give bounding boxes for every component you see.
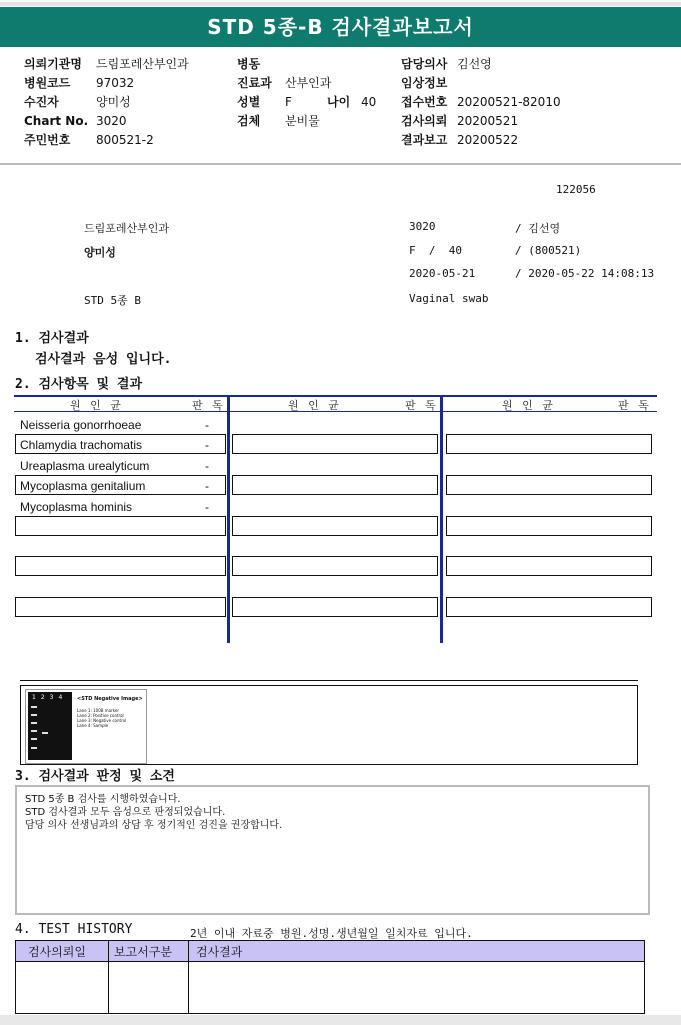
organism-name: Mycoplasma genitalium	[20, 479, 146, 493]
result-row-box	[232, 597, 438, 617]
result-row-box	[232, 556, 438, 576]
patient-value: 양미성	[96, 95, 131, 109]
organism-result: -	[205, 500, 209, 514]
chart-no-value: 3020	[96, 114, 127, 128]
request-date-label: 검사의뢰	[401, 114, 448, 128]
history-header-row	[16, 941, 644, 962]
result-row-box	[446, 556, 652, 576]
summary-received: 2020-05-21	[409, 267, 476, 280]
col-head-result-2: 판 독	[405, 399, 439, 412]
summary-test: STD 5종 B	[84, 294, 141, 307]
result-row-box	[15, 597, 226, 617]
patient-label: 수진자	[24, 95, 59, 109]
gel-band	[31, 706, 37, 708]
receipt-no-label: 접수번호	[401, 95, 448, 109]
specimen-value: 분비물	[285, 114, 320, 128]
findings-line: STD 검사결과 모두 음성으로 판정되었습니다.	[25, 807, 226, 818]
doctor-value: 김선영	[457, 57, 492, 71]
department-label: 진료과	[237, 76, 272, 90]
section4-title: 4. TEST HISTORY	[15, 922, 133, 937]
summary-sex-age: F / 40	[409, 244, 462, 257]
gel-lane-number: 2	[40, 694, 50, 701]
result-row-box	[446, 434, 652, 454]
gel-lane-numbers	[32, 694, 67, 701]
gel-lane-number: 1	[32, 694, 41, 701]
specimen-label: 검체	[237, 114, 261, 128]
gel-band	[42, 732, 48, 734]
gel-lane-number: 4	[58, 694, 68, 701]
gel-legend-line: Lane 4: Sample	[77, 723, 109, 728]
result-row-box	[232, 516, 438, 536]
gel-band	[31, 738, 37, 740]
col-head-result-1: 판 독	[192, 399, 226, 412]
header-col3	[401, 55, 671, 150]
gel-lane-number: 3	[49, 694, 59, 701]
hospital-code-label: 병원코드	[24, 76, 71, 90]
col-head-result-3: 판 독	[618, 399, 652, 412]
findings-line: 담당 의사 선생님과의 상담 후 정기적인 검진을 권장합니다.	[25, 820, 283, 831]
report-title: STD 5종-B 검사결과보고서	[0, 7, 681, 47]
table-divider-1	[227, 395, 230, 643]
id-number-value: 800521-2	[96, 133, 154, 147]
result-row-box	[446, 516, 652, 536]
report-date-label: 결과보고	[401, 133, 448, 147]
ward-label: 병동	[237, 57, 261, 71]
organism-result: -	[205, 459, 209, 473]
result-row-box	[232, 434, 438, 454]
gel-band	[31, 714, 37, 716]
doctor-label: 담당의사	[401, 57, 448, 71]
result-row-box	[232, 475, 438, 495]
report-date-value: 20200522	[457, 133, 519, 147]
receipt-no-value: 20200521-82010	[457, 95, 561, 109]
col-head-organism-3: 원 인 균	[502, 399, 556, 412]
header-divider	[0, 163, 681, 165]
gel-divider	[20, 680, 638, 681]
hospital-value: 드림포레산부인과	[96, 57, 189, 71]
gel-title: <STD Negative Image>	[77, 696, 143, 702]
clinical-info-label: 임상정보	[401, 76, 448, 90]
bottom-border	[0, 1015, 681, 1025]
sex-label: 성별	[237, 95, 261, 109]
section1-title: 1. 검사결과	[15, 331, 89, 346]
report-code: 122056	[556, 183, 596, 196]
col-head-organism-1: 원 인 균	[70, 399, 124, 412]
summary-birth: / (800521)	[515, 244, 582, 257]
result-row-box	[446, 597, 652, 617]
id-number-label: 주민번호	[24, 133, 71, 147]
hospital-label: 의뢰기관명	[24, 57, 82, 71]
section2-title: 2. 검사항목 및 결과	[15, 377, 143, 392]
organism-result: -	[205, 479, 209, 493]
hospital-code-value: 97032	[96, 76, 135, 90]
history-col-divider	[108, 941, 109, 1013]
gel-band	[31, 730, 37, 732]
summary-hospital: 드림포레산부인과	[84, 222, 170, 235]
gel-band	[31, 722, 37, 724]
gel-band	[31, 747, 37, 749]
gel-image	[25, 689, 147, 764]
table-divider-2	[440, 395, 443, 643]
gel-legend-line: Lane 3: Negative control	[77, 718, 127, 723]
organism-name: Neisseria gonorrhoeae	[20, 418, 142, 432]
sex-value: F	[285, 95, 292, 109]
summary-reported: / 2020-05-22 14:08:13	[515, 267, 655, 280]
history-note: 2년 이내 자료중 병원.성명.생년월일 일치자료 입니다.	[190, 927, 473, 940]
result-row-box	[15, 556, 226, 576]
gel-lane-area	[28, 692, 72, 760]
summary-chart: 3020	[409, 220, 436, 233]
organism-result: -	[205, 418, 209, 432]
organism-result: -	[205, 438, 209, 452]
summary-patient: 양미성	[84, 246, 116, 259]
age-label: 나이	[327, 95, 351, 109]
history-col-result: 검사결과	[196, 945, 243, 959]
history-col-request-date: 검사의뢰일	[28, 945, 86, 959]
gel-legend-line: Lane 1: 100B marker	[77, 708, 120, 713]
result-row-box	[446, 475, 652, 495]
history-col-report-type: 보고서구분	[114, 945, 172, 959]
gel-legend-line: Lane 2: Positive control	[77, 713, 124, 718]
section1-text: 검사결과 음성 입니다.	[35, 352, 172, 367]
department-value: 산부인과	[285, 76, 332, 90]
col-head-organism-2: 원 인 균	[288, 399, 342, 412]
history-col-divider	[188, 941, 189, 1013]
age-value: 40	[361, 95, 377, 109]
header-col1	[24, 55, 224, 150]
section3-title: 3. 검사결과 판정 및 소견	[15, 769, 175, 784]
history-table	[15, 940, 645, 1014]
findings-line: STD 5종 B 검사를 시행하였습니다.	[25, 794, 181, 805]
gel-legend	[77, 708, 126, 728]
result-row-box	[15, 516, 226, 536]
chart-no-label: Chart No.	[24, 114, 89, 128]
findings-box	[15, 785, 650, 915]
summary-doctor: / 김선영	[515, 222, 561, 235]
organism-name: Ureaplasma urealyticum	[20, 459, 150, 473]
request-date-value: 20200521	[457, 114, 519, 128]
organism-name: Chlamydia trachomatis	[20, 438, 143, 452]
organism-name: Mycoplasma hominis	[20, 500, 133, 514]
top-border	[0, 2, 681, 6]
header-col2	[237, 55, 397, 131]
summary-specimen: Vaginal swab	[409, 292, 489, 305]
